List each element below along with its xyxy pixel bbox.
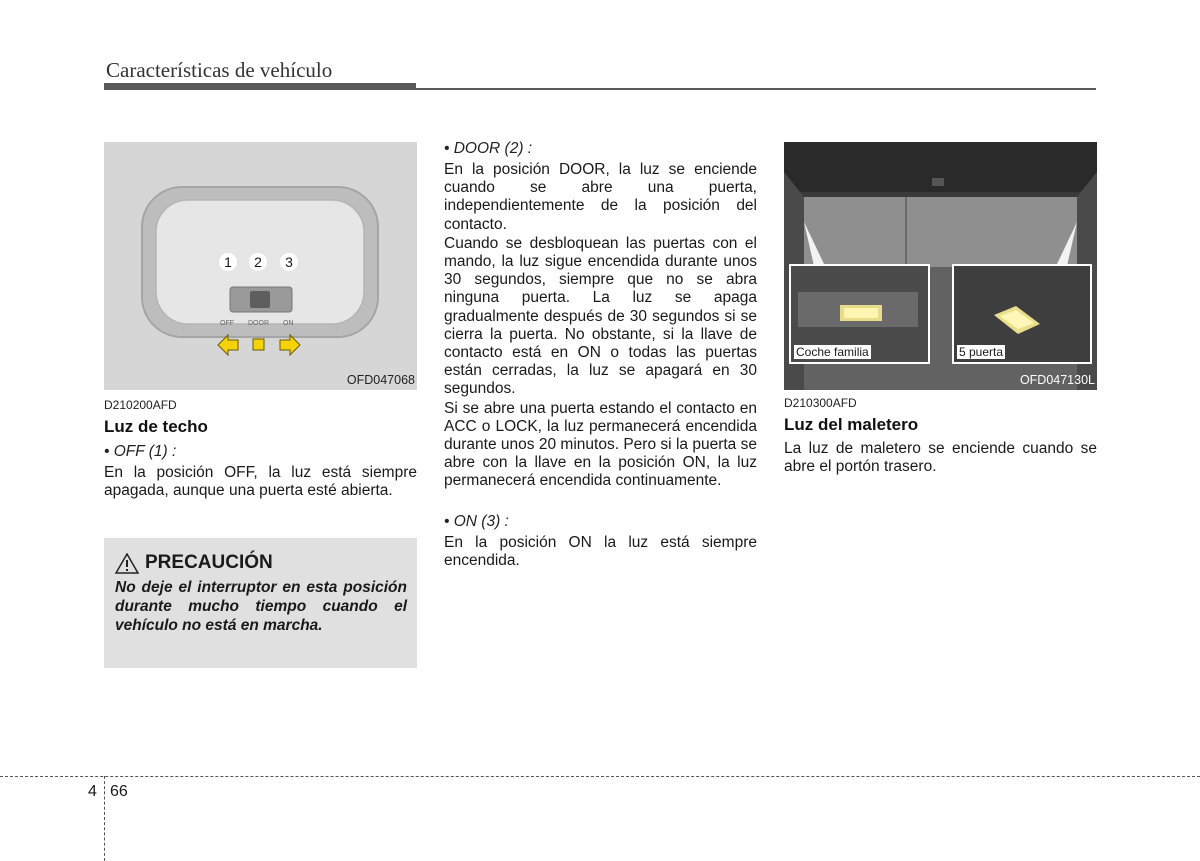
- dome-switch-position-1: 1: [224, 254, 232, 270]
- caution-box: [104, 538, 417, 668]
- caution-title-row: [115, 552, 407, 574]
- inset-caption-5-door: 5 puerta: [959, 345, 1004, 359]
- trunk-light-figure: [784, 142, 1097, 390]
- page-number: 66: [110, 783, 128, 800]
- door-paragraph-2: Cuando se desbloquean las puertas con el mando, la luz sigue encendida durante unos 30 segundos, siempre que no se abra ninguna puerta. La luz se apaga gradualmente después de 30 segundos si se cierra la puerta. No obstante, si la llave de contacto está en ON o todas las puertas están cerradas, la luz se apagará en 30 segundos.: [444, 234, 757, 398]
- off-paragraph: En la posición OFF, la luz está siempre apagada, aunque una puerta esté abierta.: [104, 464, 417, 500]
- section-heading: Luz de techo: [104, 417, 208, 436]
- caution-text: No deje el interruptor en esta posición durante mucho tiempo cuando el vehículo no está en marcha.: [115, 579, 407, 634]
- trunk-light-paragraph: La luz de maletero se enciende cuando se abre el portón trasero.: [784, 440, 1097, 476]
- dome-label-off: OFF: [220, 320, 234, 327]
- on-paragraph: En la posición ON la luz está siempre encendida.: [444, 533, 757, 569]
- dome-label-door: DOOR: [248, 320, 269, 327]
- door-paragraph-3: Si se abre una puerta estando el contacto en ACC o LOCK, la luz permanecerá encendida durante unos 20 minutos. Pero si la puerta se abre con la llave en la posición ON, la luz permanecerá encendida continuamente.: [444, 399, 757, 490]
- section-code: D210200AFD: [104, 398, 177, 412]
- column-1: [104, 398, 417, 500]
- column-2: [444, 140, 757, 570]
- column-3: [784, 396, 1097, 476]
- dome-label-on: ON: [283, 320, 294, 327]
- dome-light-figure: [104, 142, 417, 390]
- caution-title: PRECAUCIÓN: [145, 552, 273, 573]
- footer-vertical-rule: [104, 776, 105, 861]
- page-header-title: Características de vehículo: [106, 58, 333, 82]
- dome-switch-position-3: 3: [285, 254, 293, 270]
- section-code: D210300AFD: [784, 396, 857, 410]
- header-rule-thick: [104, 83, 416, 90]
- footer-rule: [0, 776, 1200, 777]
- door-subheading: • DOOR (2) :: [444, 140, 533, 157]
- figure-code: OFD047130L: [1019, 373, 1095, 387]
- door-paragraph-1: En la posición DOOR, la luz se enciende cuando se abre una puerta, independientemente de la posición del contacto.: [444, 161, 757, 233]
- on-subheading: • ON (3) :: [444, 512, 509, 530]
- figure-code: OFD047068: [346, 373, 415, 387]
- header-rule-thin: [416, 88, 1096, 90]
- off-subheading: • OFF (1) :: [104, 443, 177, 460]
- dome-switch-position-2: 2: [254, 254, 262, 270]
- warning-triangle-icon: [115, 553, 139, 574]
- section-heading: Luz del maletero: [784, 415, 919, 434]
- inset-caption-wagon: Coche familia: [796, 345, 869, 359]
- chapter-number: 4: [88, 783, 97, 800]
